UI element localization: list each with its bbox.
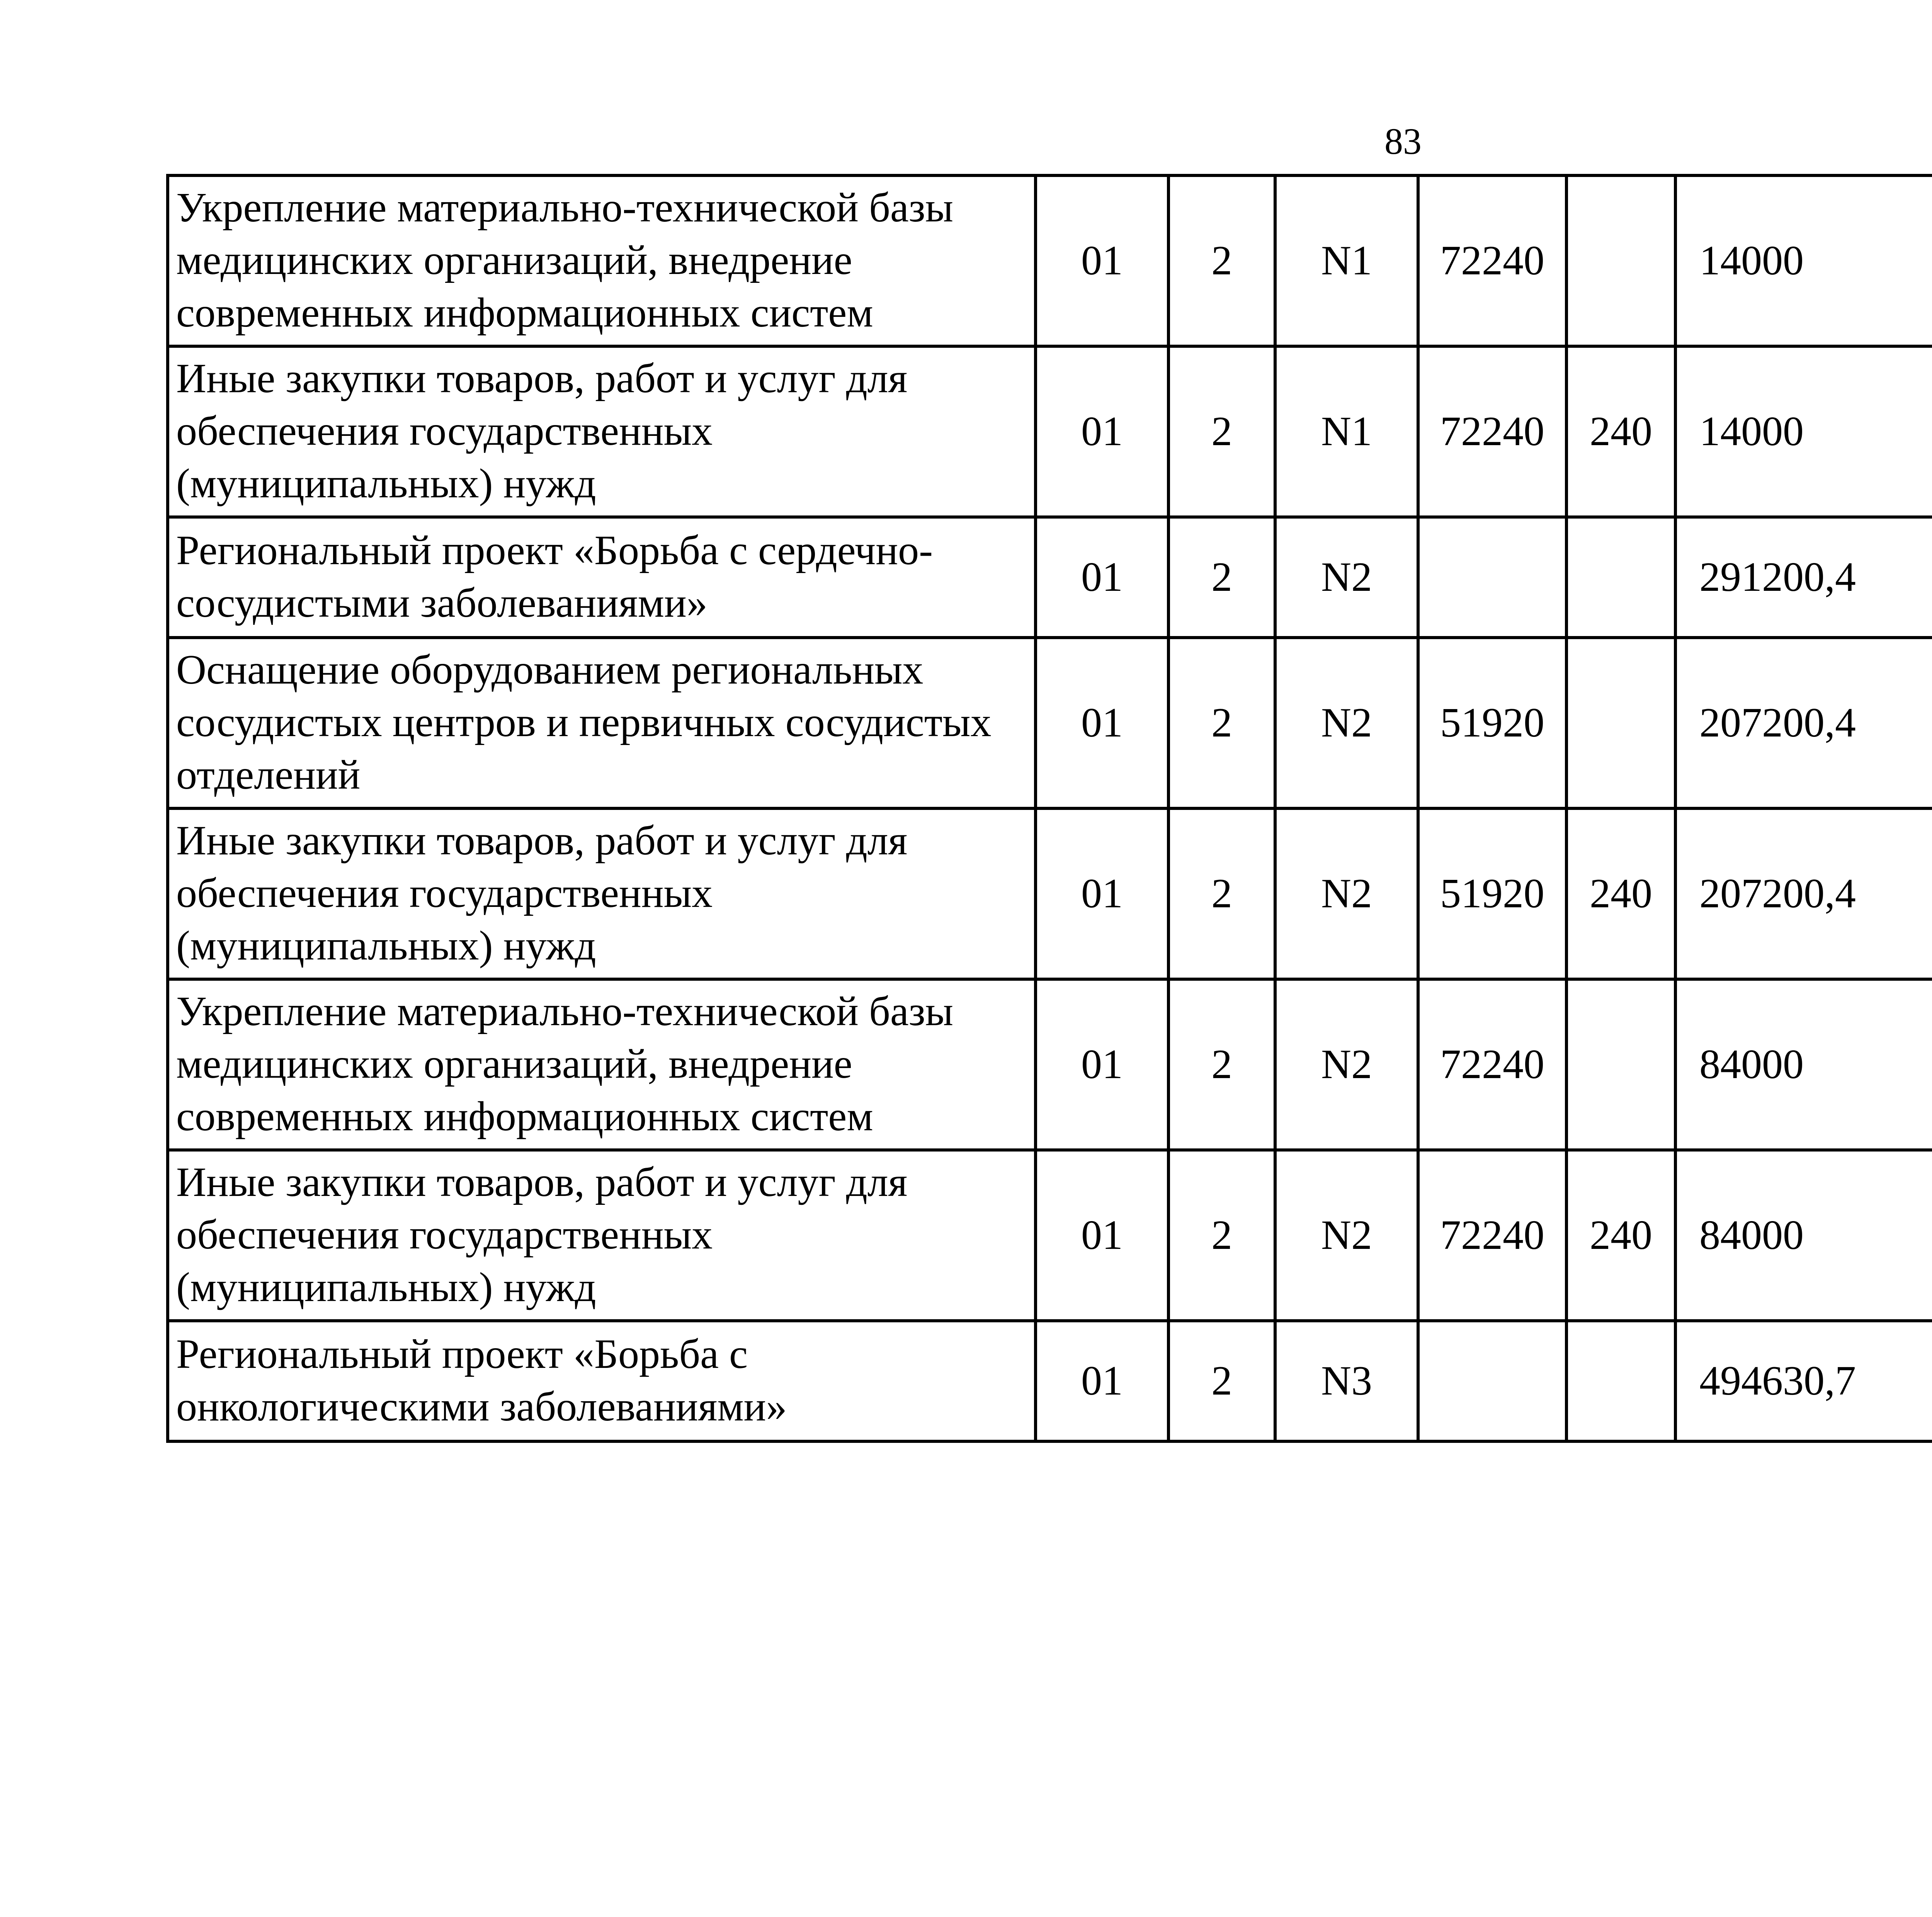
cell-expense-type: 240	[1566, 346, 1675, 517]
cell-subsection: 2	[1168, 638, 1275, 808]
cell-name-line: медицинских организаций, внедрение	[176, 237, 852, 283]
cell-name-line: (муниципальных) нужд	[176, 923, 596, 969]
cell-name	[168, 175, 1036, 346]
cell-name-line: обеспечения государственных	[176, 408, 713, 454]
cell-expense-type	[1566, 1321, 1675, 1441]
cell-subsection: 2	[1168, 979, 1275, 1150]
cell-name-line: Региональный проект «Борьба с	[176, 1331, 748, 1377]
cell-amount-1: 207200,4	[1675, 808, 1932, 979]
cell-expense-type	[1566, 638, 1675, 808]
cell-section: 01	[1036, 1150, 1168, 1321]
cell-subsection: 2	[1168, 175, 1275, 346]
cell-name-line: Иные закупки товаров, работ и услуг для	[176, 818, 908, 864]
cell-name-line: (муниципальных) нужд	[176, 1264, 596, 1310]
cell-name	[168, 808, 1036, 979]
cell-name-line: Иные закупки товаров, работ и услуг для	[176, 1159, 908, 1205]
cell-name	[168, 1150, 1036, 1321]
cell-name-line: Укрепление материально-технической базы	[176, 185, 954, 231]
cell-name-line: сосудистых центров и первичных сосудистых	[176, 699, 992, 745]
cell-name-line: современных информационных систем	[176, 290, 873, 336]
cell-name-line: онкологическими заболеваниями»	[176, 1384, 787, 1430]
cell-amount-1: 84000	[1675, 979, 1932, 1150]
cell-name	[168, 638, 1036, 808]
cell-section: 01	[1036, 1321, 1168, 1441]
cell-target-article: 72240	[1418, 346, 1566, 517]
table-row	[168, 1150, 1932, 1321]
cell-expense-type	[1566, 175, 1675, 346]
cell-target-article: 72240	[1418, 175, 1566, 346]
cell-amount-1: 494630,7	[1675, 1321, 1932, 1441]
cell-subsection: 2	[1168, 1150, 1275, 1321]
budget-table	[166, 174, 1932, 1443]
cell-name-line: Оснащение оборудованием региональных	[176, 647, 923, 693]
cell-section: 01	[1036, 175, 1168, 346]
table-body	[168, 175, 1932, 1441]
cell-name-line: обеспечения государственных	[176, 1212, 713, 1258]
cell-name-line: (муниципальных) нужд	[176, 461, 596, 507]
cell-project-code: N3	[1275, 1321, 1418, 1441]
cell-section: 01	[1036, 638, 1168, 808]
cell-project-code: N2	[1275, 808, 1418, 979]
cell-name	[168, 346, 1036, 517]
cell-project-code: N2	[1275, 979, 1418, 1150]
cell-name-line: отделений	[176, 752, 361, 798]
table-row	[168, 979, 1932, 1150]
table-row	[168, 346, 1932, 517]
cell-name	[168, 1321, 1036, 1441]
cell-target-article	[1418, 517, 1566, 638]
cell-expense-type	[1566, 979, 1675, 1150]
table-row	[168, 1321, 1932, 1441]
cell-target-article: 72240	[1418, 1150, 1566, 1321]
cell-name-line: медицинских организаций, внедрение	[176, 1041, 852, 1087]
cell-amount-1: 14000	[1675, 175, 1932, 346]
cell-target-article: 51920	[1418, 808, 1566, 979]
cell-name-line: обеспечения государственных	[176, 870, 713, 916]
cell-name-line: современных информационных систем	[176, 1094, 873, 1140]
cell-target-article	[1418, 1321, 1566, 1441]
cell-name-line: Региональный проект «Борьба с сердечно-	[176, 527, 933, 573]
cell-target-article: 51920	[1418, 638, 1566, 808]
cell-name-line: сосудистыми заболеваниями»	[176, 580, 707, 626]
cell-subsection: 2	[1168, 1321, 1275, 1441]
cell-expense-type: 240	[1566, 1150, 1675, 1321]
cell-amount-1: 14000	[1675, 346, 1932, 517]
page-number: 83	[1384, 121, 1422, 162]
cell-section: 01	[1036, 808, 1168, 979]
cell-subsection: 2	[1168, 808, 1275, 979]
cell-name	[168, 979, 1036, 1150]
table-row	[168, 638, 1932, 808]
cell-project-code: N2	[1275, 1150, 1418, 1321]
cell-section: 01	[1036, 517, 1168, 638]
cell-amount-1: 291200,4	[1675, 517, 1932, 638]
cell-target-article: 72240	[1418, 979, 1566, 1150]
cell-project-code: N2	[1275, 517, 1418, 638]
cell-project-code: N2	[1275, 638, 1418, 808]
table-row	[168, 175, 1932, 346]
cell-expense-type	[1566, 517, 1675, 638]
cell-name	[168, 517, 1036, 638]
cell-name-line: Иные закупки товаров, работ и услуг для	[176, 356, 908, 401]
cell-expense-type: 240	[1566, 808, 1675, 979]
cell-project-code: N1	[1275, 175, 1418, 346]
cell-name-line: Укрепление материально-технической базы	[176, 988, 954, 1034]
cell-amount-1: 207200,4	[1675, 638, 1932, 808]
cell-section: 01	[1036, 346, 1168, 517]
cell-subsection: 2	[1168, 517, 1275, 638]
table-row	[168, 517, 1932, 638]
cell-project-code: N1	[1275, 346, 1418, 517]
cell-amount-1: 84000	[1675, 1150, 1932, 1321]
cell-subsection: 2	[1168, 346, 1275, 517]
cell-section: 01	[1036, 979, 1168, 1150]
table-row	[168, 808, 1932, 979]
